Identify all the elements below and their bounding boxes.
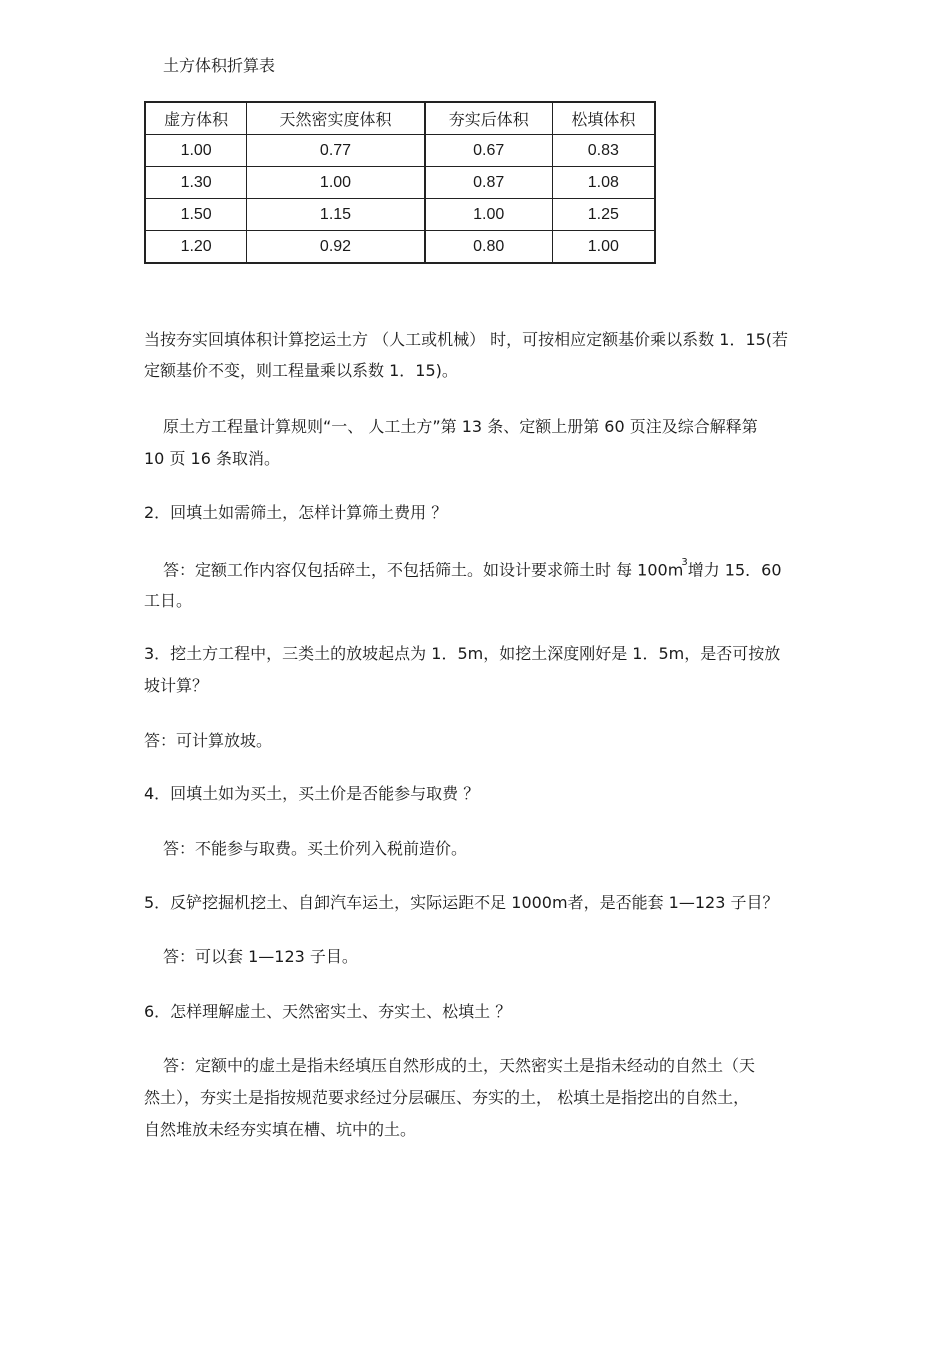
answer-6-line: 自然堆放未经夯实填在槽、坑中的土。 — [144, 1120, 417, 1139]
table-cell: 1.08 — [552, 167, 655, 199]
table-cell: 0.87 — [425, 167, 553, 199]
answer-6-line: 然土），夯实土是指按规范要求经过分层碾压、夯实的土， 松填土是指挖出的自然土， — [144, 1088, 750, 1107]
table-title: 土方体积折算表 — [163, 56, 276, 75]
table-cell: 1.30 — [145, 167, 247, 199]
question-5: 5．反铲挖掘机挖土、自卸汽车运土，实际运距不足 1000m者，是否能套 1—123 子目？ — [144, 893, 779, 912]
table-cell: 0.83 — [552, 135, 655, 167]
table-cell: 1.50 — [145, 199, 247, 231]
question-3-line: 坡计算？ — [144, 676, 209, 695]
answer-5: 答：可以套 1—123 子目。 — [163, 947, 358, 966]
paragraph-line: 工日。 — [144, 591, 193, 610]
table-cell: 1.00 — [425, 199, 553, 231]
table-row — [145, 135, 655, 167]
answer-2-text: 答：定额工作内容仅包括碎土，不包括筛土。如设计要求筛土时 每 100m — [163, 560, 684, 580]
question-2: 2．回填土如需筛土，怎样计算筛土费用 ？ — [144, 503, 448, 522]
answer-6-line: 答：定额中的虚土是指未经填压自然形成的土，天然密实土是指未经动的自然土（天 — [163, 1056, 756, 1075]
table-cell: 1.15 — [247, 199, 425, 231]
table-cell: 1.20 — [145, 231, 247, 264]
answer-2-line — [163, 552, 782, 585]
superscript-3: 3 — [681, 557, 688, 568]
table-cell: 1.00 — [247, 167, 425, 199]
header-cell: 夯实后体积 — [425, 102, 553, 135]
table-row — [145, 167, 655, 199]
header-cell: 天然密实度体积 — [247, 102, 425, 135]
table-header-row — [145, 102, 655, 135]
table-row — [145, 199, 655, 231]
header-cell: 虚方体积 — [145, 102, 247, 135]
question-4: 4．回填土如为买土，买土价是否能参与取费 ？ — [144, 784, 480, 803]
answer-4: 答：不能参与取费。买土价列入税前造价。 — [163, 839, 468, 858]
table-cell: 1.00 — [145, 135, 247, 167]
table-cell: 0.80 — [425, 231, 553, 264]
paragraph-line: 原土方工程量计算规则“一、 人工土方”第 13 条、定额上册第 60 页注及综合解释第 — [163, 417, 758, 436]
question-3-line: 3．挖土方工程中，三类土的放坡起点为 1．5m，如挖土深度刚好是 1．5m，是否可按放 — [144, 644, 781, 663]
table-cell: 0.67 — [425, 135, 553, 167]
answer-2-tail: 增力 15．60 — [687, 560, 782, 580]
answer-3: 答：可计算放坡。 — [144, 731, 273, 750]
paragraph-line: 10 页 16 条取消。 — [144, 449, 280, 468]
table-cell: 1.25 — [552, 199, 655, 231]
paragraph-line: 定额基价不变，则工程量乘以系数 1．15)。 — [144, 361, 458, 380]
paragraph-line: 当按夯实回填体积计算挖运土方 （人工或机械） 时，可按相应定额基价乘以系数 1．15(若 — [144, 330, 789, 349]
table-row — [145, 231, 655, 264]
table-cell: 1.00 — [552, 231, 655, 264]
conversion-table — [144, 101, 656, 264]
question-6: 6．怎样理解虚土、天然密实土、夯实土、松填土 ？ — [144, 1002, 512, 1021]
table-cell: 0.92 — [247, 231, 425, 264]
header-cell: 松填体积 — [552, 102, 655, 135]
table-cell: 0.77 — [247, 135, 425, 167]
